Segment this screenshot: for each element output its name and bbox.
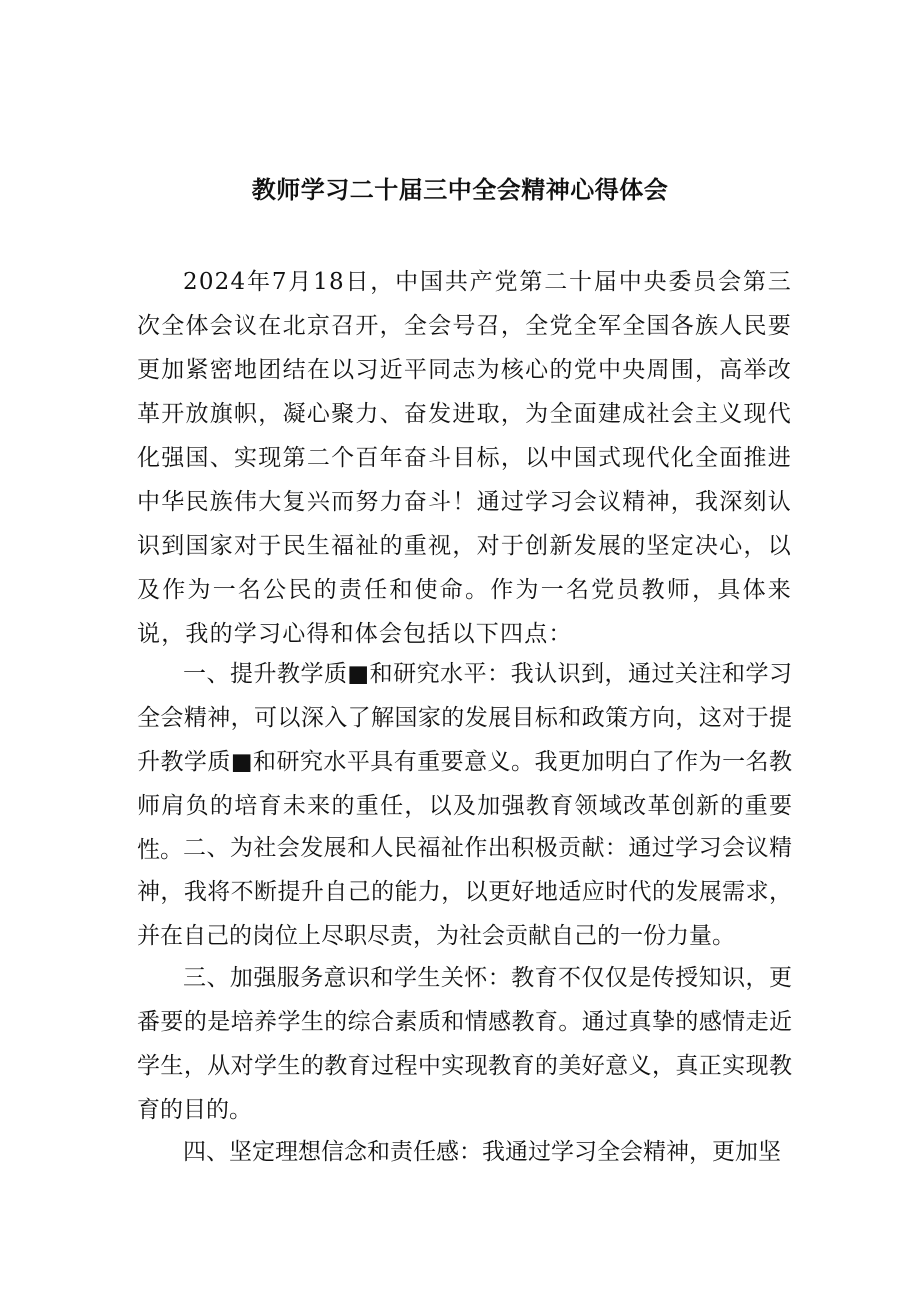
point-paragraph-4: 四、坚定理想信念和责任感：我通过学习全会精神，更加坚	[183, 1139, 781, 1165]
intro-paragraph: 2024年7月18日，中国共产党第二十届中央委员会第三次全体会议在北京召开，全会号召，全党全军全国各族人民要更加紧密地团结在以习近平同志为核心的党中央周围，高举改革开放旗帜，凝心聚力、奋发进取，为全面建成社会主义现代化强国、实现第二个百年奋斗目标，以中国式现代化全面推进中华民族伟大复兴而努力奋斗！通过学习会议精神，我深刻认识到国家对于民生福祉的重视，对于创新发展的坚定决心，以及作为一名公民的责任和使命。作为一名党员教师，具体来说，我的学习心得和体会包括以下四点：	[137, 269, 792, 647]
document-title: 教师学习二十届三中全会精神心得体会	[251, 176, 669, 204]
point-paragraph-3: 三、加强服务意识和学生关怀：教育不仅仅是传授知识，更番要的是培养学生的综合素质和情感教育。通过真挚的感情走近学生，从对学生的教育过程中实现教育的美好意义，真正实现教育的目的。	[137, 965, 792, 1123]
point-paragraph-1: 一、提升教学质■和研究水平：我认识到，通过关注和学习全会精神，可以深入了解国家的发展目标和政策方向，这对于提升教学质■和研究水平具有重要意义。我更加明白了作为一名教师肩负的培育未来的重任，以及加强教育领域改革创新的重要性。	[137, 661, 792, 863]
point-paragraph-2: 二、为社会发展和人民福祉作出积极贡献：通过学习会议精神，我将不断提升自己的能力，以更好地适应时代的发展需求，并在自己的岗位上尽职尽责，为社会贡献自己的一份力量。	[137, 835, 792, 949]
